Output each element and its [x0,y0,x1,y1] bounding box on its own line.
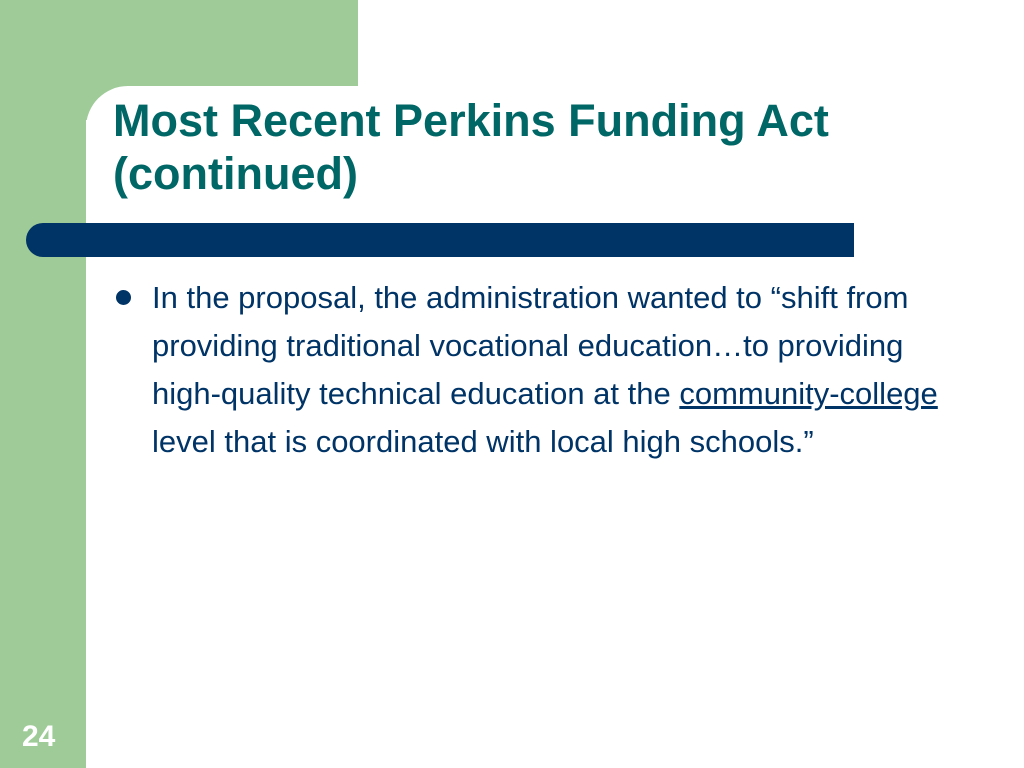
bullet-text-end: level that is coordinated with local high schools.” [152,424,814,459]
green-left-band [0,0,86,768]
slide-title [113,94,993,200]
community-college-link[interactable]: community-college [679,376,938,411]
bullet-dot-icon [116,290,131,305]
title-divider-bar [26,223,854,257]
title-line-2: (continued) [113,148,358,199]
bullet-list [116,274,976,466]
page-number: 24 [22,720,56,753]
title-line-1: Most Recent Perkins Funding Act [113,95,829,146]
bullet-item [116,274,976,466]
bullet-text-start: In the proposal, the administration wanted to “shift from providing traditional vocational education…to providing high-quality technical education at the [152,280,909,411]
